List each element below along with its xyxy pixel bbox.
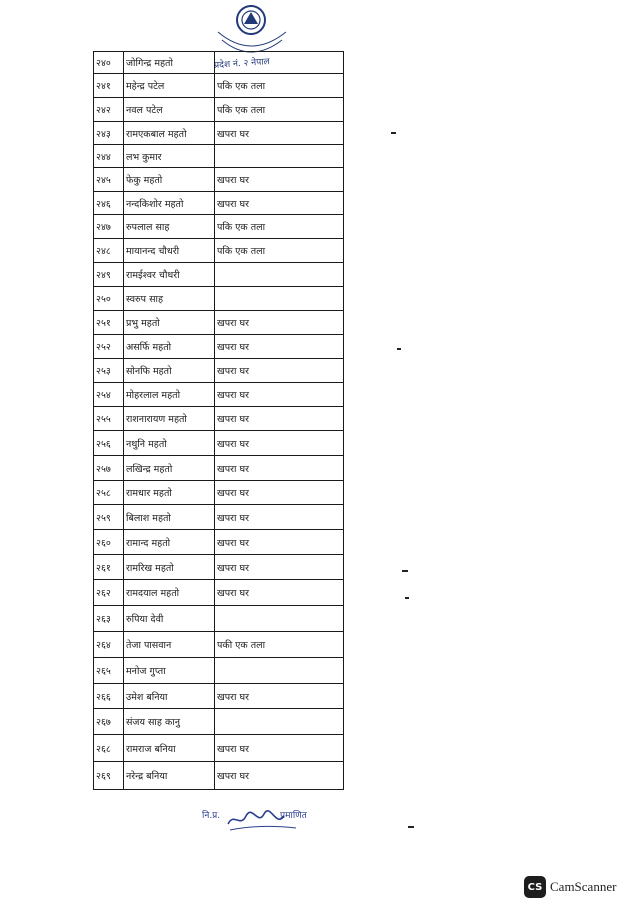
row-house-type: खपरा घर (215, 359, 344, 383)
row-number: २५६ (94, 431, 124, 456)
row-name: महेन्द्र पटेल (124, 74, 215, 98)
table-row (94, 359, 344, 383)
row-number: २४४ (94, 145, 124, 168)
row-house-type: खपरा घर (215, 762, 344, 790)
row-number: २६२ (94, 580, 124, 606)
table-row (94, 632, 344, 658)
row-name: संजय साह कानु (124, 709, 215, 735)
table-row (94, 145, 344, 168)
row-number: २४५ (94, 168, 124, 192)
row-number: २६८ (94, 735, 124, 762)
row-name: रामईश्वर चौधरी (124, 263, 215, 287)
row-name: बिलाश महतो (124, 505, 215, 530)
row-house-type (215, 145, 344, 168)
row-name: सोनफि महतो (124, 359, 215, 383)
table-row (94, 98, 344, 122)
row-house-type (215, 658, 344, 684)
row-number: २६० (94, 530, 124, 555)
row-house-type: खपरा घर (215, 311, 344, 335)
row-number: २५४ (94, 383, 124, 407)
row-name: प्रभु महतो (124, 311, 215, 335)
row-name: मायानन्द चौधरी (124, 239, 215, 263)
row-house-type (215, 709, 344, 735)
row-name: नरेन्द्र बनिया (124, 762, 215, 790)
row-name: रामएकबाल महतो (124, 122, 215, 145)
row-name: मनोज गुप्ता (124, 658, 215, 684)
row-number: २४१ (94, 74, 124, 98)
table-row (94, 530, 344, 555)
row-number: २५० (94, 287, 124, 311)
table-row (94, 335, 344, 359)
row-house-type: पकी एक तला (215, 632, 344, 658)
table-row (94, 456, 344, 481)
row-name: रुपिया देवी (124, 606, 215, 632)
row-house-type: खपरा घर (215, 530, 344, 555)
row-name: रामराज बनिया (124, 735, 215, 762)
row-house-type: खपरा घर (215, 481, 344, 505)
row-house-type: खपरा घर (215, 505, 344, 530)
scan-mark (405, 597, 409, 599)
table-row (94, 263, 344, 287)
row-house-type: खपरा घर (215, 407, 344, 431)
row-house-type: पकि एक तला (215, 98, 344, 122)
row-number: २५८ (94, 481, 124, 505)
table-row (94, 122, 344, 145)
row-number: २६४ (94, 632, 124, 658)
table-row (94, 192, 344, 215)
table-row (94, 239, 344, 263)
scan-mark (397, 348, 401, 350)
row-house-type: पकि एक तला (215, 215, 344, 239)
stamp-right-text: प्रमाणित (280, 811, 307, 821)
row-name: नथुनि महतो (124, 431, 215, 456)
table-row (94, 74, 344, 98)
row-name: मोहरलाल महतो (124, 383, 215, 407)
row-house-type: खपरा घर (215, 580, 344, 606)
table-row (94, 555, 344, 580)
table-row (94, 407, 344, 431)
camscanner-text: CamScanner (550, 879, 617, 894)
row-name: नन्दकिशोर महतो (124, 192, 215, 215)
table-row (94, 762, 344, 790)
row-name: रुपलाल साह (124, 215, 215, 239)
row-name: रामधार महतो (124, 481, 215, 505)
row-number: २५१ (94, 311, 124, 335)
table-row (94, 215, 344, 239)
row-number: २६१ (94, 555, 124, 580)
row-house-type: पकि एक तला (215, 74, 344, 98)
row-number: २४६ (94, 192, 124, 215)
stamp-left-text: नि.प्र. (202, 811, 221, 821)
row-number: २४९ (94, 263, 124, 287)
camscanner-logo-icon: CS (524, 876, 546, 898)
table-row (94, 168, 344, 192)
row-number: २४३ (94, 122, 124, 145)
row-name: लभ कुमार (124, 145, 215, 168)
seal-caption: प्रदेश नं. २ नेपाल (213, 57, 271, 71)
row-house-type: खपरा घर (215, 431, 344, 456)
row-number: २५५ (94, 407, 124, 431)
row-house-type: खपरा घर (215, 192, 344, 215)
table-row (94, 287, 344, 311)
row-house-type (215, 287, 344, 311)
scan-mark (391, 132, 396, 134)
row-number: २६५ (94, 658, 124, 684)
table-row (94, 52, 344, 74)
row-number: २४० (94, 52, 124, 74)
row-name: जोगिन्द्र महतो (124, 52, 215, 74)
row-number: २६७ (94, 709, 124, 735)
scan-mark (402, 570, 408, 572)
table-row (94, 481, 344, 505)
row-name: फेकु महतो (124, 168, 215, 192)
row-number: २६३ (94, 606, 124, 632)
row-house-type: खपरा घर (215, 122, 344, 145)
table-row (94, 606, 344, 632)
table-row (94, 684, 344, 709)
row-house-type: खपरा घर (215, 168, 344, 192)
row-house-type: खपरा घर (215, 555, 344, 580)
row-name: रामरिख महतो (124, 555, 215, 580)
row-house-type: खपरा घर (215, 735, 344, 762)
row-name: स्वरुप साह (124, 287, 215, 311)
row-house-type: खपरा घर (215, 456, 344, 481)
row-number: २५३ (94, 359, 124, 383)
table-row (94, 735, 344, 762)
row-name: उमेश बनिया (124, 684, 215, 709)
table-row (94, 311, 344, 335)
scan-mark (408, 826, 414, 828)
row-number: २६९ (94, 762, 124, 790)
row-name: लखिन्द्र महतो (124, 456, 215, 481)
house-record-table (93, 51, 344, 790)
row-name: नवल पटेल (124, 98, 215, 122)
table-row (94, 505, 344, 530)
row-number: २५२ (94, 335, 124, 359)
table-row (94, 709, 344, 735)
camscanner-watermark (524, 876, 616, 898)
row-house-type: खपरा घर (215, 684, 344, 709)
row-name: तेजा पासवान (124, 632, 215, 658)
row-house-type (215, 52, 344, 74)
row-number: २५७ (94, 456, 124, 481)
row-house-type (215, 606, 344, 632)
table-row (94, 580, 344, 606)
row-number: २४२ (94, 98, 124, 122)
row-number: २४८ (94, 239, 124, 263)
row-house-type: खपरा घर (215, 335, 344, 359)
table-row (94, 658, 344, 684)
row-name: राशनारायण महतो (124, 407, 215, 431)
row-number: २५९ (94, 505, 124, 530)
row-number: २४७ (94, 215, 124, 239)
row-name: असर्फि महतो (124, 335, 215, 359)
row-number: २६६ (94, 684, 124, 709)
row-house-type: पकि एक तला (215, 239, 344, 263)
row-house-type: खपरा घर (215, 383, 344, 407)
row-house-type (215, 263, 344, 287)
table-row (94, 383, 344, 407)
table-row (94, 431, 344, 456)
row-name: रामदयाल महतो (124, 580, 215, 606)
row-name: रामान्द महतो (124, 530, 215, 555)
